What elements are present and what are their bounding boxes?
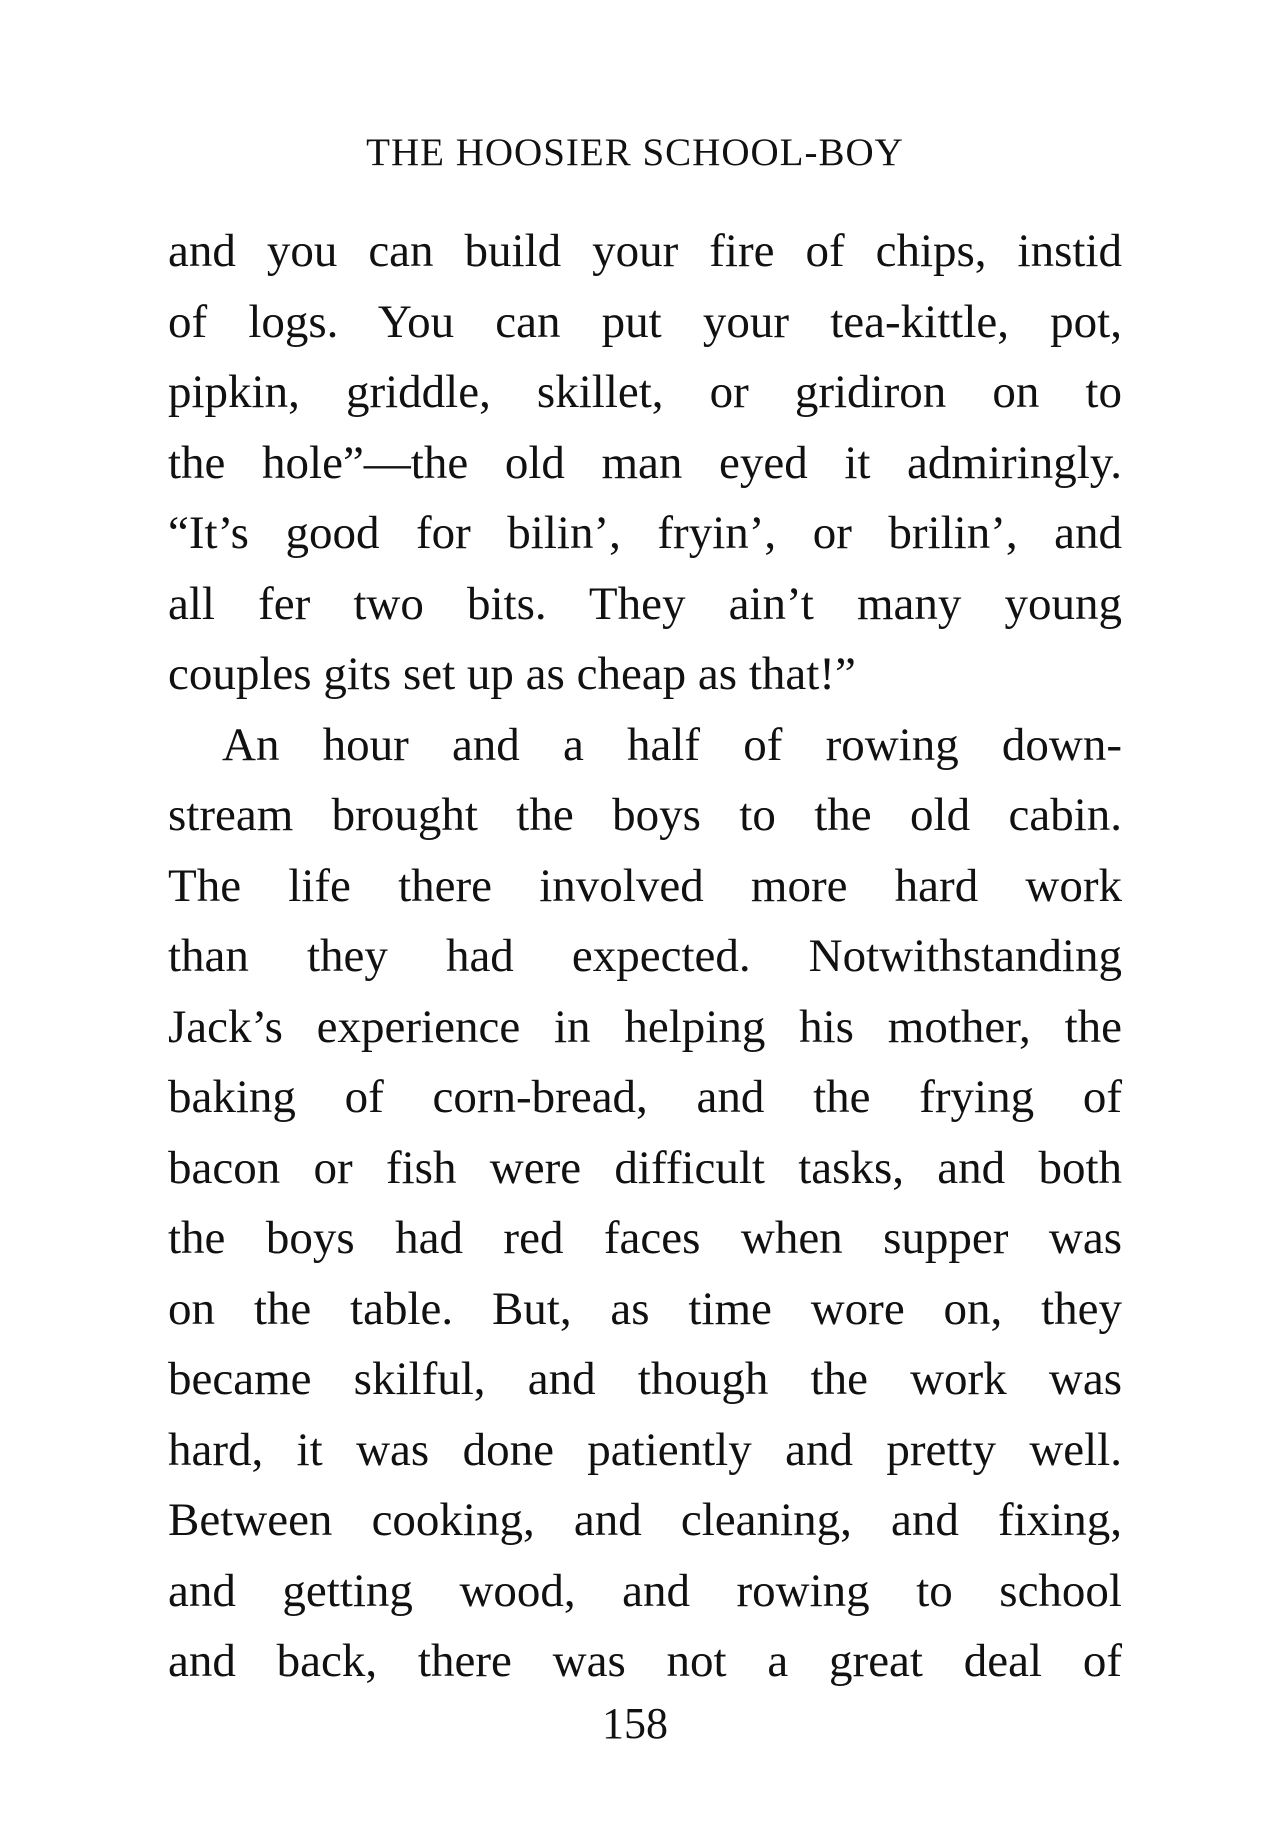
text-line-1: and you can build your fire of chips, instid	[168, 225, 1122, 277]
text-line-21: and back, there was not a great deal of	[168, 1635, 1122, 1687]
text-line-19: Between cooking, and cleaning, and fixing,	[168, 1494, 1122, 1546]
text-line-3: pipkin, griddle, skillet, or gridiron on to	[168, 366, 1122, 418]
text-line-18: hard, it was done patiently and pretty well.	[168, 1423, 1122, 1476]
text-line-11: than they had expected. Notwithstanding	[168, 930, 1122, 982]
text-line-7: couples gits set up as cheap as that!”	[168, 648, 856, 700]
text-line-4: the hole”—the old man eyed it admiringly.	[168, 436, 1122, 489]
body-text	[168, 216, 1122, 1697]
text-line-13: baking of corn-bread, and the frying of	[168, 1071, 1122, 1123]
text-line-2: of logs. You can put your tea-kittle, pot,	[168, 295, 1122, 348]
text-line-17: became skilful, and though the work was	[168, 1353, 1122, 1405]
running-head: THE HOOSIER SCHOOL-BOY	[366, 131, 904, 174]
page-number: 158	[602, 1699, 668, 1748]
text-line-16: on the table. But, as time wore on, they	[168, 1282, 1122, 1335]
text-line-14: bacon or fish were difficult tasks, and both	[168, 1141, 1122, 1194]
text-line-5: “It’s good for bilin’, fryin’, or brilin’, and	[168, 507, 1122, 559]
text-line-20: and getting wood, and rowing to school	[168, 1564, 1122, 1617]
text-line-10: The life there involved more hard work	[168, 859, 1122, 912]
text-line-6: all fer two bits. They ain’t many young	[168, 577, 1122, 630]
text-line-8: An hour and a half of rowing down-	[222, 718, 1122, 771]
text-line-12: Jack’s experience in helping his mother, the	[168, 1000, 1122, 1053]
text-line-15: the boys had red faces when supper was	[168, 1212, 1122, 1264]
text-line-9: stream brought the boys to the old cabin.	[168, 789, 1122, 841]
